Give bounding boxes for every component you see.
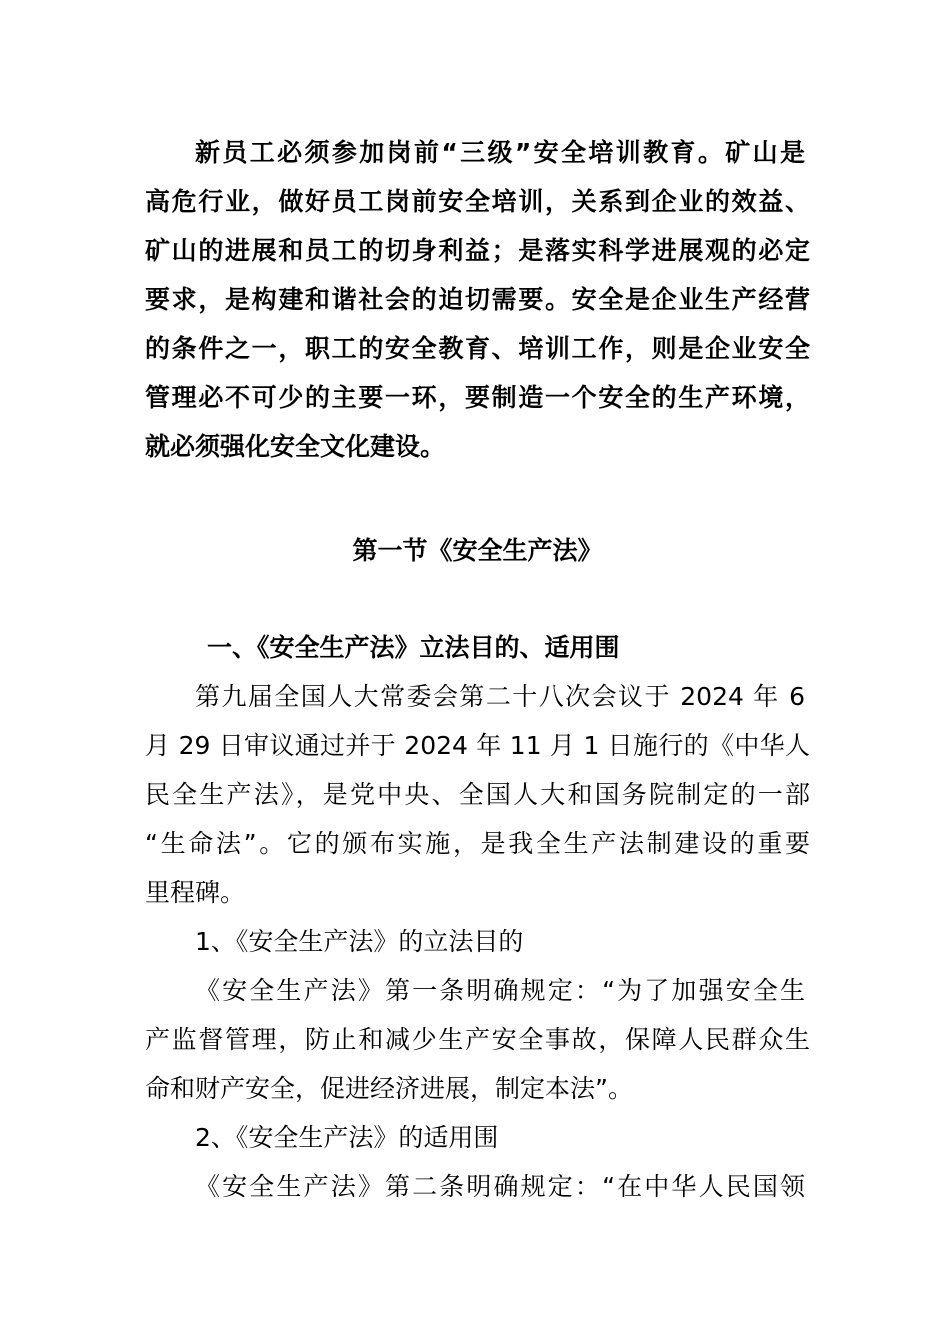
intro-line-6: 管理必不可少的主要一环，要制造一个安全的生产环境，	[145, 383, 810, 412]
para-1-line-3: 民全生产法》，是党中央、全国人大和国务院制定的一部	[145, 780, 810, 809]
para-1-line-2: 月 29 日审议通过并于 2024 年 11 月 1 日施行的《中华人	[145, 731, 810, 760]
section-title: 第一节《安全生产法》	[352, 536, 603, 565]
subheading-1: 1、《安全生产法》的立法目的	[195, 927, 524, 956]
para-2-line-3: 命和财产安全，促进经济进展，制定本法”。	[145, 1074, 633, 1103]
para-2-line-1: 《安全生产法》第一条明确规定：“为了加强安全生	[195, 976, 805, 1005]
subheading-2: 2、《安全生产法》的适用围	[195, 1123, 499, 1152]
para-1-line-1: 第九届全国人大常委会第二十八次会议于 2024 年 6	[195, 682, 805, 711]
para-2-line-2: 产监督管理，防止和减少生产安全事故，保障人民群众生	[145, 1025, 810, 1054]
intro-line-1: 新员工必须参加岗前“三级”安全培训教育。矿山是	[195, 138, 805, 167]
para-1-line-4: “生命法”。它的颁布实施，是我全生产法制建设的重要	[145, 829, 810, 858]
heading-1: 一、《安全生产法》立法目的、适用围	[207, 633, 620, 662]
intro-line-7: 就必须强化安全文化建设。	[145, 432, 446, 461]
intro-line-4: 要求，是构建和谐社会的迫切需要。安全是企业生产经营	[145, 285, 810, 314]
para-1-line-5: 里程碑。	[145, 878, 246, 907]
intro-line-5: 的条件之一，职工的安全教育、培训工作，则是企业安全	[145, 334, 810, 363]
para-3-line-1: 《安全生产法》第二条明确规定：“在中华人民国领	[195, 1172, 805, 1201]
intro-line-3: 矿山的进展和员工的切身利益；是落实科学进展观的必定	[145, 236, 810, 265]
intro-line-2: 高危行业，做好员工岗前安全培训，关系到企业的效益、	[145, 187, 810, 216]
